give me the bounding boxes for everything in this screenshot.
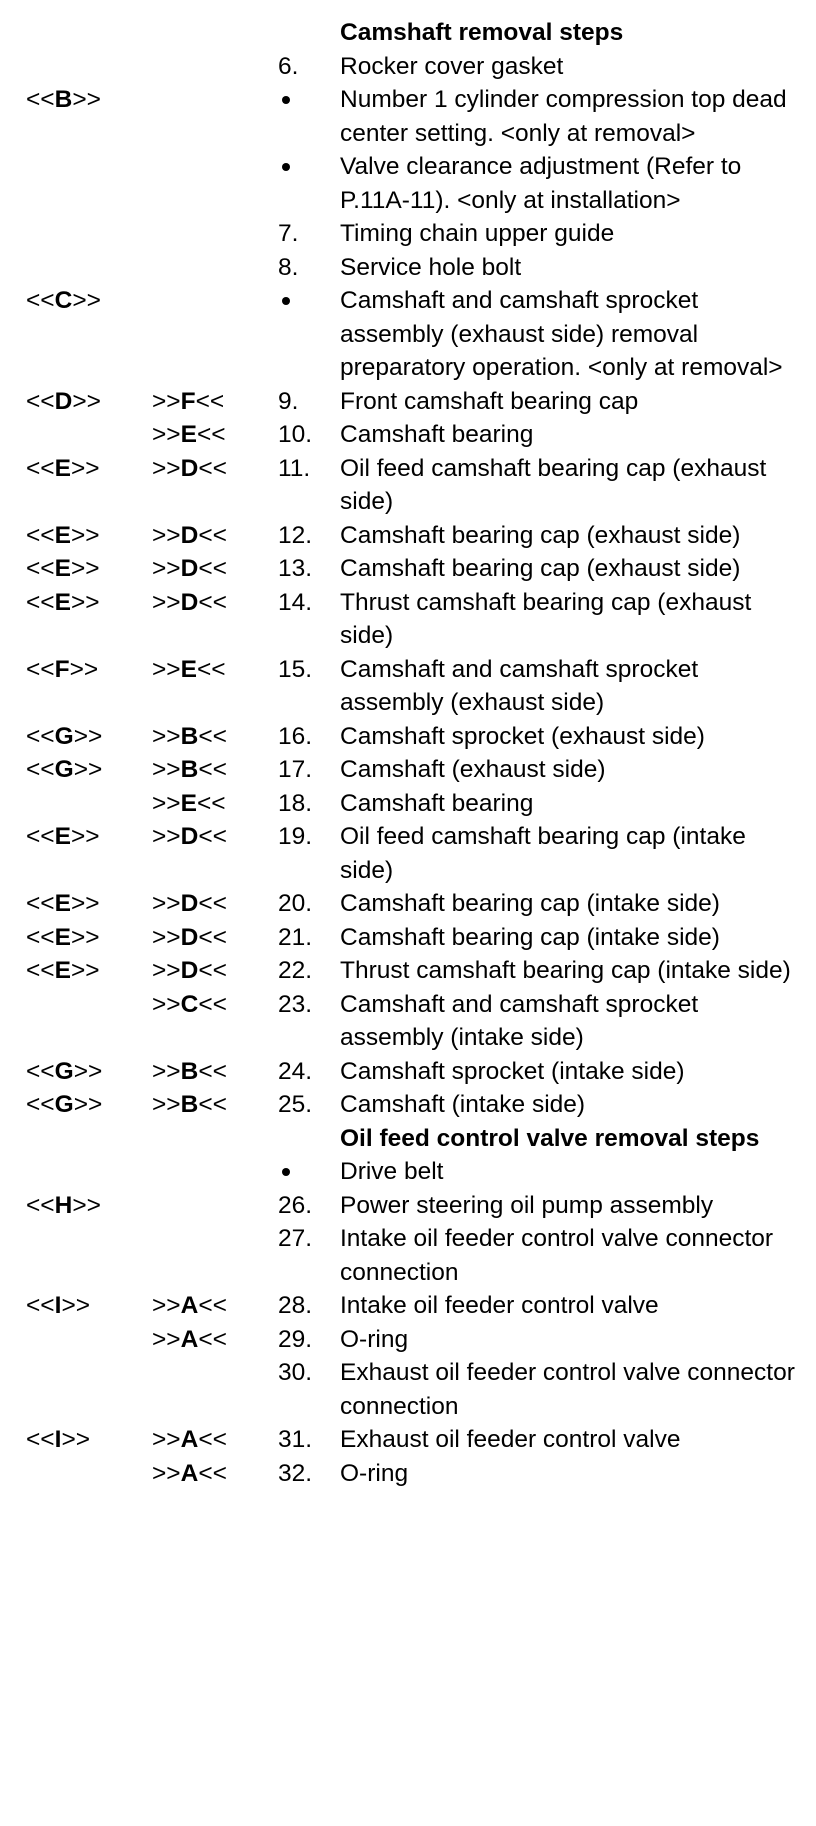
install-ref-code: >>E<<	[152, 655, 226, 683]
removal-ref-code: <<G>>	[26, 1057, 103, 1085]
step-text: Camshaft sprocket (intake side)	[340, 1057, 685, 1085]
list-item	[0, 150, 816, 217]
list-item	[0, 552, 816, 586]
step-number: 13.	[278, 555, 313, 582]
step-number: 21.	[278, 923, 313, 951]
install-ref-code: >>D<<	[152, 454, 227, 482]
list-item	[0, 284, 816, 385]
list-item	[0, 787, 816, 821]
step-number: 17.	[278, 756, 313, 783]
list-item	[0, 385, 816, 419]
removal-ref-code: <<G>>	[26, 756, 103, 783]
removal-ref-code: <<G>>	[26, 722, 103, 750]
list-item	[0, 1155, 816, 1189]
step-number: 10.	[278, 421, 313, 448]
step-number: 15.	[278, 655, 313, 683]
list-item	[0, 1356, 816, 1423]
install-ref-code: >>E<<	[152, 789, 226, 817]
install-ref-code: >>D<<	[152, 521, 227, 549]
removal-ref-code: <<E>>	[26, 588, 100, 616]
step-text: Exhaust oil feeder control valve connector connection	[340, 1359, 795, 1420]
bullet-icon	[282, 284, 290, 318]
step-text: Thrust camshaft bearing cap (intake side)	[340, 957, 791, 984]
step-text: Exhaust oil feeder control valve	[340, 1426, 681, 1453]
step-number: 12.	[278, 521, 313, 549]
step-number: 23.	[278, 990, 313, 1018]
removal-ref-code: <<H>>	[26, 1191, 101, 1219]
list-item	[0, 1189, 816, 1223]
step-text: Camshaft and camshaft sprocket assembly (exhaust side)	[340, 655, 699, 716]
removal-ref-code: <<E>>	[26, 923, 100, 951]
list-item	[0, 1289, 816, 1323]
install-ref-code: >>B<<	[152, 1091, 227, 1118]
step-text: Timing chain upper guide	[340, 220, 615, 247]
step-text: Service hole bolt	[340, 253, 522, 281]
section-heading: Oil feed control valve removal steps	[340, 1124, 760, 1152]
list-item	[0, 217, 816, 251]
list-item	[0, 1055, 816, 1089]
step-text: Camshaft sprocket (exhaust side)	[340, 722, 705, 750]
install-ref-code: >>B<<	[152, 722, 227, 750]
step-text: Valve clearance adjustment (Refer to P.11A-11). <only at installation>	[340, 153, 742, 214]
removal-ref-code: <<I>>	[26, 1426, 91, 1453]
install-ref-code: >>A<<	[152, 1325, 227, 1353]
install-ref-code: >>F<<	[152, 387, 225, 415]
step-text: Front camshaft bearing cap	[340, 387, 639, 415]
step-text: Camshaft bearing	[340, 789, 534, 817]
step-text: Camshaft bearing cap (intake side)	[340, 923, 720, 951]
list-item	[0, 418, 816, 452]
step-text: Camshaft bearing	[340, 421, 534, 448]
install-ref-code: >>B<<	[152, 1057, 227, 1085]
step-text: Oil feed camshaft bearing cap (exhaust side)	[340, 454, 767, 515]
step-number: 11.	[278, 454, 311, 482]
install-ref-code: >>D<<	[152, 588, 227, 616]
list-item	[0, 251, 816, 285]
removal-ref-code: <<I>>	[26, 1292, 91, 1319]
list-item	[0, 720, 816, 754]
list-item	[0, 820, 816, 887]
list-item	[0, 954, 816, 988]
step-text: Intake oil feeder control valve	[340, 1292, 659, 1319]
step-text: Camshaft and camshaft sprocket assembly (intake side)	[340, 990, 699, 1051]
step-number: 19.	[278, 823, 313, 850]
step-text: Camshaft (intake side)	[340, 1091, 586, 1118]
install-ref-code: >>D<<	[152, 957, 227, 984]
removal-ref-code: <<E>>	[26, 454, 100, 482]
step-number: 30.	[278, 1359, 313, 1386]
step-number: 22.	[278, 957, 313, 984]
list-item	[0, 519, 816, 553]
list-item	[0, 1222, 816, 1289]
step-text: Camshaft bearing cap (exhaust side)	[340, 521, 741, 549]
list-item	[0, 1323, 816, 1357]
list-item	[0, 988, 816, 1055]
step-number: 31.	[278, 1426, 313, 1453]
step-number: 29.	[278, 1325, 313, 1353]
step-number: 14.	[278, 588, 313, 616]
step-number: 7.	[278, 220, 299, 247]
install-ref-code: >>B<<	[152, 756, 227, 783]
install-ref-code: >>D<<	[152, 555, 227, 582]
list-item	[0, 452, 816, 519]
list-item	[0, 586, 816, 653]
list-item	[0, 1088, 816, 1122]
removal-ref-code: <<F>>	[26, 655, 99, 683]
step-number: 8.	[278, 253, 299, 281]
step-text: Drive belt	[340, 1158, 444, 1185]
removal-ref-code: <<E>>	[26, 890, 100, 917]
step-number: 24.	[278, 1057, 313, 1085]
step-text: Power steering oil pump assembly	[340, 1191, 714, 1219]
install-ref-code: >>D<<	[152, 923, 227, 951]
list-item	[0, 83, 816, 150]
bullet-icon	[282, 83, 290, 117]
install-ref-code: >>C<<	[152, 990, 227, 1018]
step-text: Thrust camshaft bearing cap (exhaust side)	[340, 588, 752, 649]
step-text: Intake oil feeder control valve connector connection	[340, 1225, 774, 1286]
install-ref-code: >>E<<	[152, 421, 226, 448]
list-item	[0, 653, 816, 720]
step-number: 20.	[278, 890, 313, 917]
step-text: Camshaft (exhaust side)	[340, 756, 606, 783]
install-ref-code: >>D<<	[152, 890, 227, 917]
removal-ref-code: <<E>>	[26, 521, 100, 549]
step-number: 25.	[278, 1091, 313, 1118]
step-text: O-ring	[340, 1459, 409, 1487]
step-number: 27.	[278, 1225, 313, 1252]
step-number: 6.	[278, 52, 299, 80]
removal-ref-code: <<C>>	[26, 287, 101, 314]
procedure-list	[0, 16, 816, 1490]
step-text: Oil feed camshaft bearing cap (intake side)	[340, 823, 746, 884]
install-ref-code: >>A<<	[152, 1459, 227, 1487]
removal-ref-code: <<E>>	[26, 957, 100, 984]
removal-ref-code: <<B>>	[26, 86, 101, 113]
step-number: 26.	[278, 1191, 313, 1219]
step-text: Number 1 cylinder compression top dead center setting. <only at removal>	[340, 86, 787, 147]
step-number: 32.	[278, 1459, 313, 1487]
step-text: Rocker cover gasket	[340, 52, 564, 80]
section-heading-row	[0, 16, 816, 50]
list-item	[0, 1423, 816, 1457]
section-heading-row	[0, 1122, 816, 1156]
list-item	[0, 921, 816, 955]
section-heading: Camshaft removal steps	[340, 19, 624, 46]
step-text: Camshaft bearing cap (intake side)	[340, 890, 720, 917]
removal-ref-code: <<D>>	[26, 387, 101, 415]
install-ref-code: >>A<<	[152, 1426, 227, 1453]
step-text: Camshaft bearing cap (exhaust side)	[340, 555, 741, 582]
step-number: 28.	[278, 1292, 313, 1319]
list-item	[0, 1457, 816, 1491]
step-number: 18.	[278, 789, 313, 817]
removal-ref-code: <<E>>	[26, 555, 100, 582]
step-text: Camshaft and camshaft sprocket assembly (exhaust side) removal preparatory operation. <only at removal>	[340, 287, 783, 381]
install-ref-code: >>D<<	[152, 823, 227, 850]
bullet-icon	[282, 150, 290, 184]
list-item	[0, 50, 816, 84]
list-item	[0, 887, 816, 921]
removal-ref-code: <<G>>	[26, 1091, 103, 1118]
step-text: O-ring	[340, 1325, 409, 1353]
bullet-icon	[282, 1155, 290, 1189]
step-number: 9.	[278, 387, 299, 415]
removal-ref-code: <<E>>	[26, 823, 100, 850]
step-number: 16.	[278, 722, 313, 750]
list-item	[0, 753, 816, 787]
install-ref-code: >>A<<	[152, 1292, 227, 1319]
